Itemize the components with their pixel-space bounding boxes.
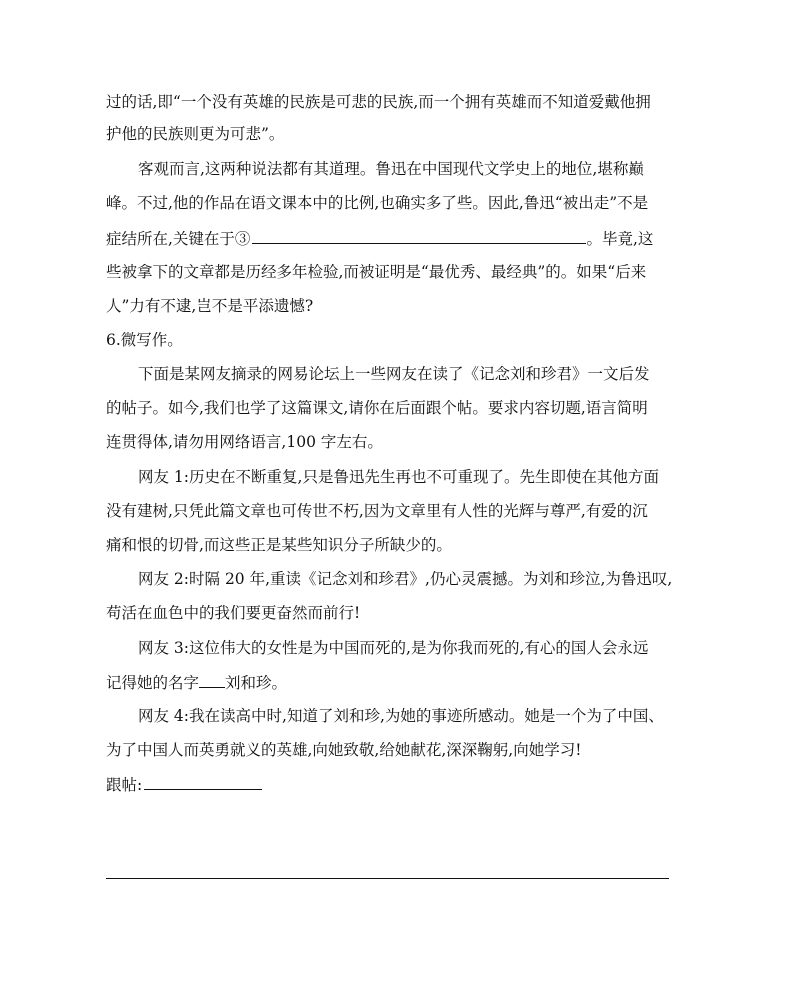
netizen-3-line-1: 网友 3:这位伟大的女性是为中国而死的,是为你我而死的,有心的国人会永远 xyxy=(138,639,649,657)
netizen-3-line-2-end: 刘和珍。 xyxy=(225,674,288,692)
netizen-1-line-3: 痛和恨的切骨,而这些正是某些知识分子所缺少的。 xyxy=(106,536,452,554)
netizen-1-line-1: 网友 1:历史在不断重复,只是鲁迅先生再也不可重现了。先生即使在其他方面 xyxy=(138,468,659,486)
netizen-1-line-2: 没有建树,只凭此篇文章也可传世不朽,因为文章里有人性的光辉与尊严,有爱的沉 xyxy=(106,502,648,520)
paragraph-2-line-3 xyxy=(106,228,653,248)
reply-line xyxy=(106,774,262,794)
netizen-2-line-2: 苟活在血色中的我们要更奋然而前行! xyxy=(106,604,361,622)
paragraph-2-line-2: 峰。不过,他的作品在语文课本中的比例,也确实多了些。因此,鲁迅“被出走”不是 xyxy=(106,194,649,212)
netizen-3-line-2-start: 记得她的名字 xyxy=(106,674,200,692)
question-6-instruction-line-2: 的帖子。如今,我们也学了这篇课文,请你在后面跟个帖。要求内容切题,语言简明 xyxy=(106,399,648,417)
netizen-2-line-1: 网友 2:时隔 20 年,重读《记念刘和珍君》,仍心灵震撼。为刘和珍泣,为鲁迅叹, xyxy=(138,570,673,588)
netizen-3-line-2 xyxy=(106,672,287,692)
paragraph-2-line-5: 人”力有不逮,岂不是平添遗憾? xyxy=(106,297,314,315)
reply-blank[interactable] xyxy=(144,774,262,790)
paragraph-1-line-1: 过的话,即“一个没有英雄的民族是可悲的民族,而一个拥有英雄而不知道爱戴他拥 xyxy=(106,93,651,111)
question-6-instruction-line-3: 连贯得体,请勿用网络语言,100 字左右。 xyxy=(106,433,383,451)
dash-line xyxy=(199,672,225,688)
paragraph-2-line-1: 客观而言,这两种说法都有其道理。鲁迅在中国现代文学史上的地位,堪称巅 xyxy=(138,160,644,178)
paragraph-2-line-3-end: 。毕竟,这 xyxy=(586,230,654,248)
netizen-4-line-1: 网友 4:我在读高中时,知道了刘和珍,为她的事迹所感动。她是一个为了中国、 xyxy=(138,707,664,725)
paragraph-2-line-4: 些被拿下的文章都是历经多年检验,而被证明是“最优秀、最经典”的。如果“后来 xyxy=(106,263,647,281)
question-6-title: 6.微写作。 xyxy=(106,331,183,349)
paragraph-1-line-2: 护他的民族则更为可悲”。 xyxy=(106,125,285,143)
question-6-instruction-line-1: 下面是某网友摘录的网易论坛上一些网友在读了《记念刘和珍君》一文后发 xyxy=(138,365,650,383)
paragraph-2-line-3-start: 症结所在,关键在于③ xyxy=(106,230,251,248)
netizen-4-line-2: 为了中国人而英勇就义的英雄,向她致敬,给她献花,深深鞠躬,向她学习! xyxy=(106,741,582,759)
reply-label: 跟帖: xyxy=(106,776,143,794)
answer-line[interactable] xyxy=(106,878,669,879)
fill-in-blank-3[interactable] xyxy=(252,228,586,244)
